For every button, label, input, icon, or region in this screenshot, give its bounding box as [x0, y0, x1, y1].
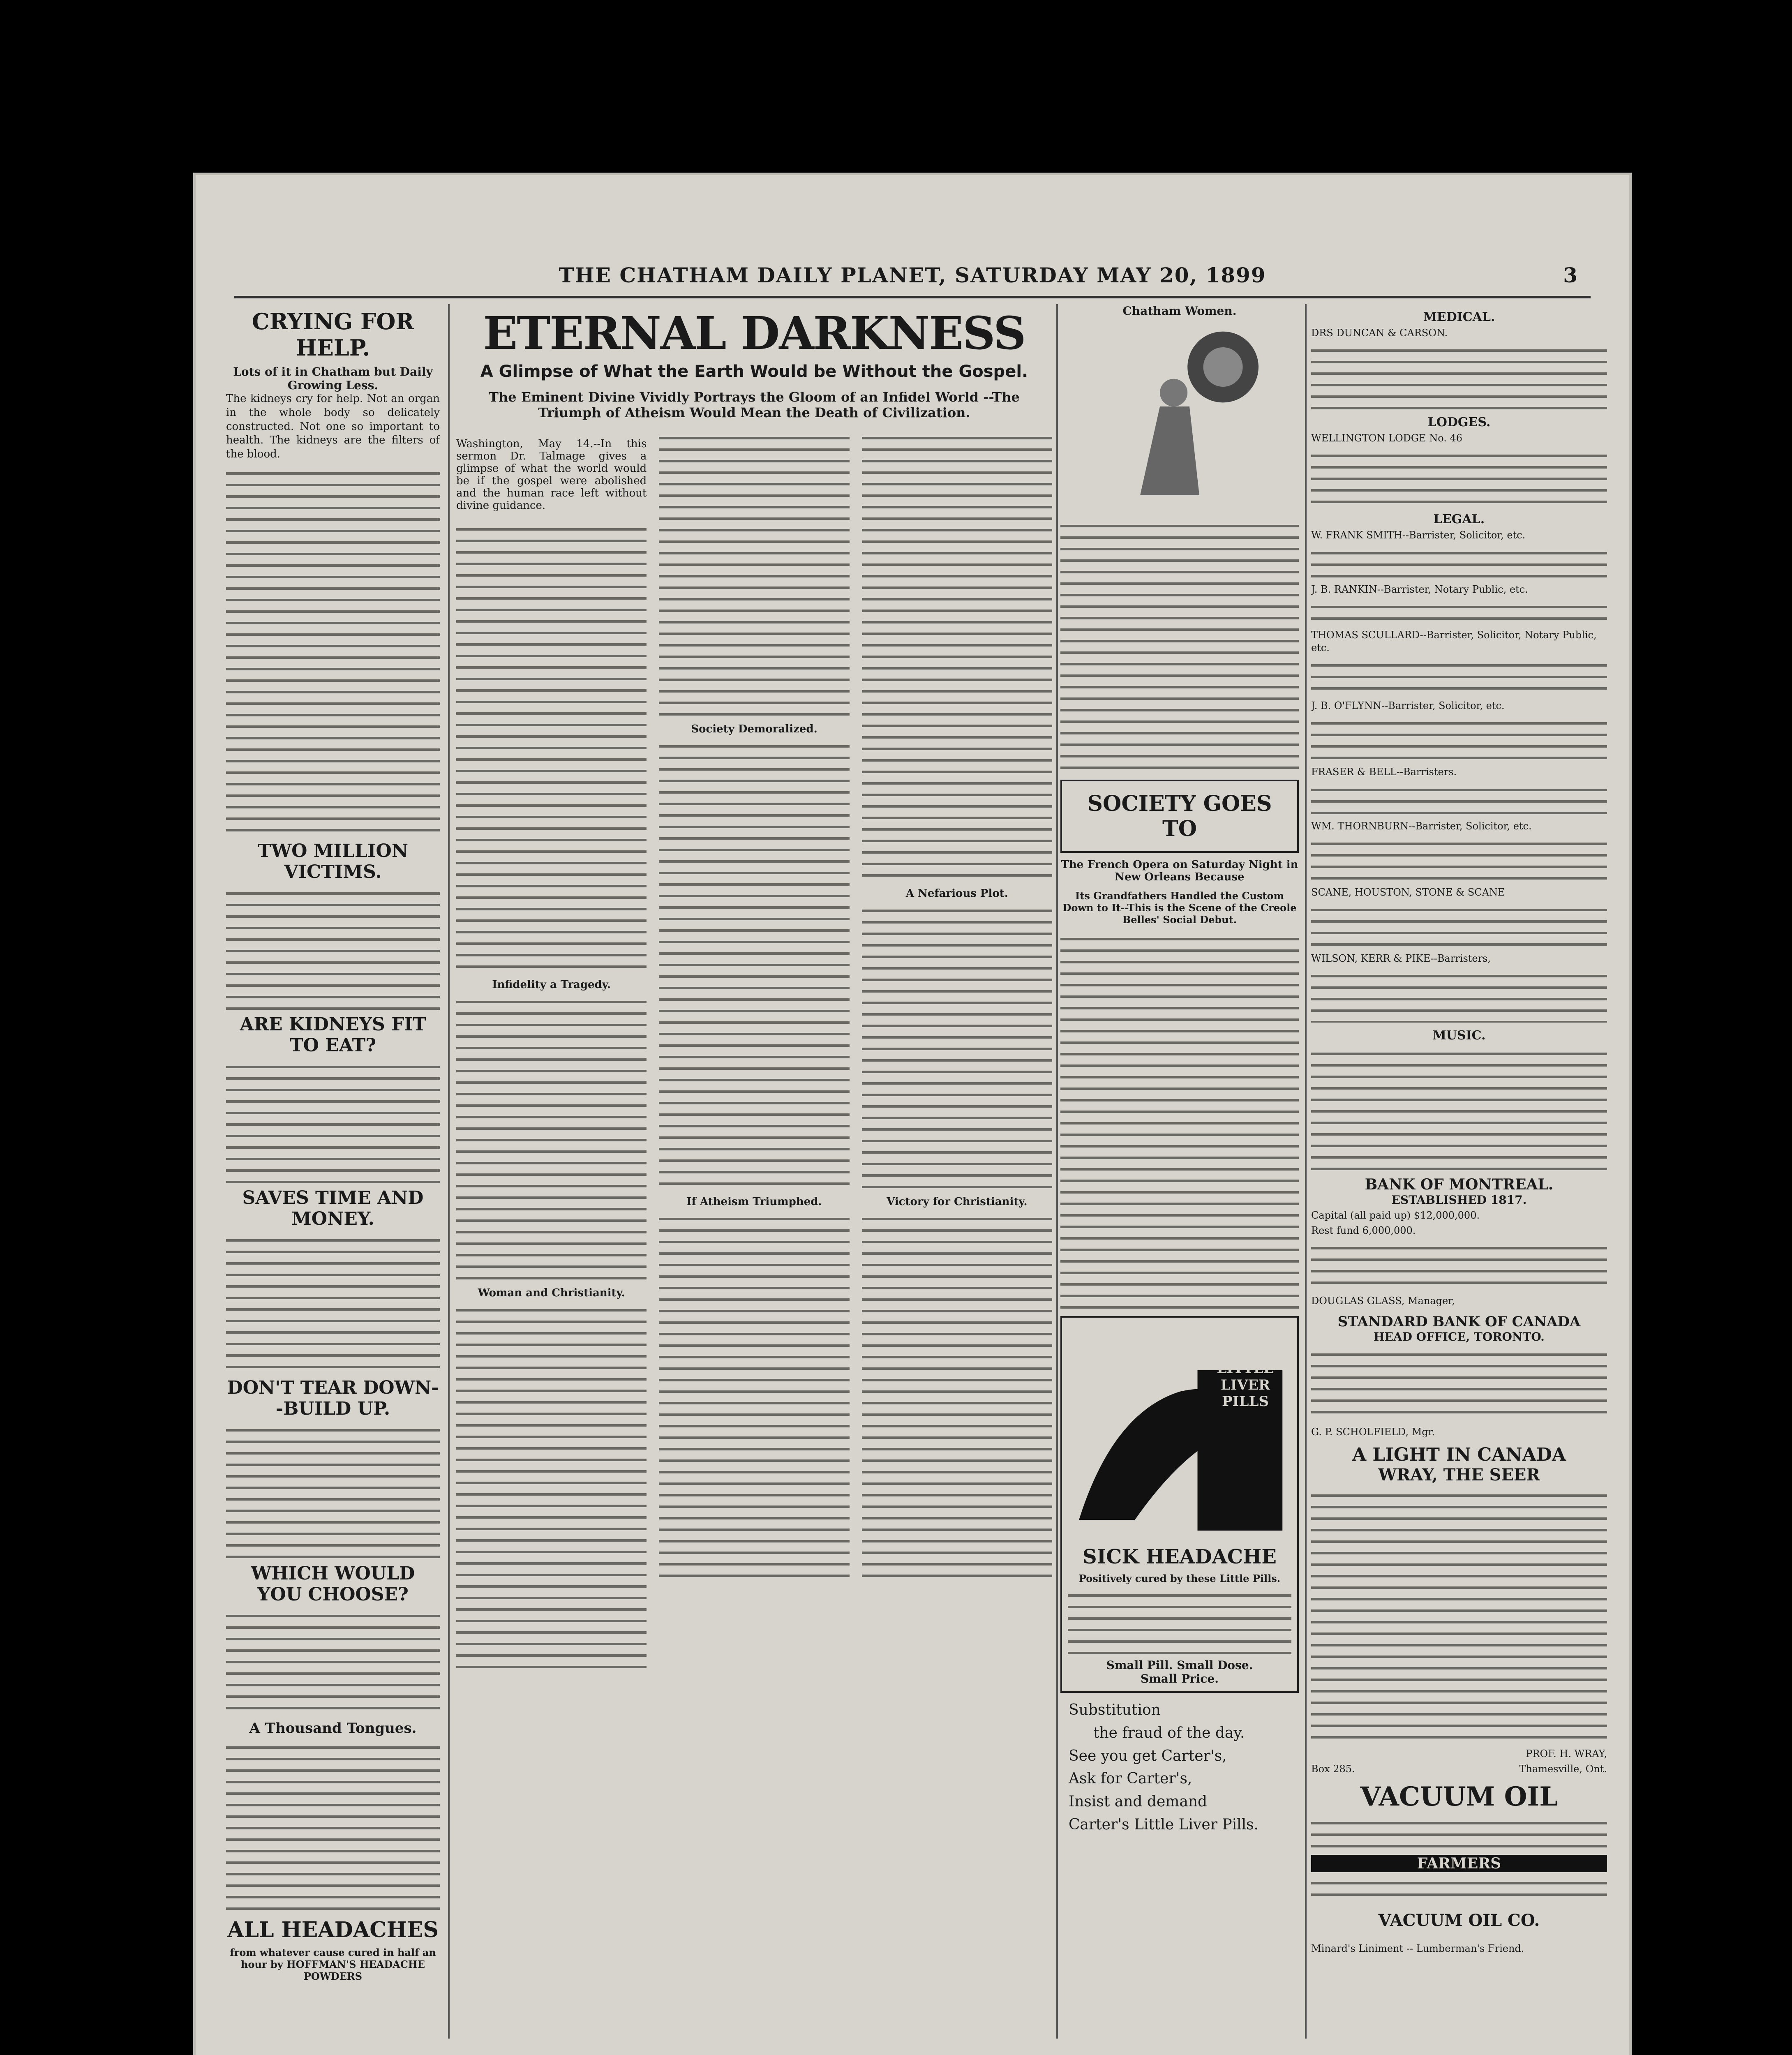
directory-body — [1311, 449, 1607, 506]
subst-line-6: Carter's Little Liver Pills. — [1069, 1816, 1259, 1833]
article-body — [1060, 519, 1299, 774]
small-pill: Small Pill. — [1106, 1658, 1173, 1672]
subhead-crying: Lots of it in Chatham but Daily Growing Less. — [233, 365, 433, 392]
ad-sub: Positively cured by these Little Pills. — [1078, 1572, 1281, 1584]
society-box — [1060, 780, 1299, 853]
substitution-ad — [1060, 1699, 1299, 1836]
ad-body — [1311, 1876, 1607, 1905]
article-body — [226, 1233, 440, 1373]
column-rule — [1305, 304, 1307, 2039]
footer-minards: Minard's Liniment -- Lumberman's Friend. — [1311, 1943, 1524, 1955]
standard-bank: STANDARD BANK OF CANADA — [1337, 1313, 1581, 1330]
carters-logo-1: CARTERS — [1207, 1344, 1284, 1360]
carters-logo-2: LITTLE — [1217, 1360, 1274, 1377]
column-rule — [1056, 304, 1058, 2039]
legal-7: SCANE, HOUSTON, STONE & SCANE — [1311, 886, 1505, 898]
carters-logo-3: LIVER — [1220, 1377, 1270, 1393]
legal-5: FRASER & BELL--Barristers. — [1311, 766, 1457, 778]
subhead-victory: Victory for Christianity. — [887, 1196, 1028, 1208]
medical-entry: DRS DUNCAN & CARSON. — [1311, 327, 1448, 339]
article-body — [226, 1741, 440, 1913]
article-body — [862, 431, 1052, 883]
headline-victims: TWO MILLION VICTIMS. — [257, 840, 409, 882]
caption-chatham-women: Chatham Women. — [1122, 304, 1237, 318]
subhead-plot: A Nefarious Plot. — [905, 887, 1008, 900]
headline-society: SOCIETY GOES TO — [1087, 791, 1272, 841]
wray-sign: PROF. H. WRAY, — [1526, 1748, 1607, 1759]
masthead-title: THE CHATHAM DAILY PLANET, SATURDAY MAY 20, 1899 — [559, 263, 1266, 287]
legal-3: THOMAS SCULLARD--Barrister, Solicitor, Notary Public, etc. — [1311, 629, 1597, 653]
small-price: Small Price. — [1140, 1672, 1219, 1686]
carters-ad — [1060, 1316, 1299, 1693]
article-body — [659, 1212, 849, 1582]
subst-line-1: Substitution — [1069, 1702, 1161, 1718]
bank-manager: DOUGLAS GLASS, Manager, — [1311, 1295, 1455, 1307]
headline-eternal-darkness: ETERNAL DARKNESS — [483, 307, 1025, 360]
article-body — [456, 995, 647, 1283]
headline-which: WHICH WOULD YOU CHOOSE? — [251, 1563, 415, 1605]
ad-headaches-title: ALL HEADACHES — [227, 1917, 439, 1942]
directory-body — [1311, 658, 1607, 695]
vacuum-co: VACUUM OIL CO. — [1378, 1911, 1540, 1930]
article-body — [1060, 932, 1299, 1310]
column-rule — [448, 304, 450, 2039]
directory-body — [1311, 969, 1607, 1023]
masthead — [234, 263, 1591, 298]
directory-body — [1311, 1241, 1607, 1291]
legal-4: J. B. O'FLYNN--Barrister, Solicitor, etc. — [1311, 700, 1505, 712]
directory-body — [1311, 783, 1607, 816]
bank-rest: Rest fund 6,000,000. — [1311, 1225, 1416, 1237]
lion-illustration — [1060, 318, 1299, 515]
subst-line-2: the fraud of the day. — [1093, 1724, 1245, 1741]
column-4 — [1311, 304, 1607, 2047]
headline-kidneys: ARE KIDNEYS FIT TO EAT? — [240, 1014, 426, 1056]
ad-body — [1311, 1816, 1607, 1849]
deck-eminent-divine: The Eminent Divine Vividly Portrays the Gloom of an Infidel World --The Triumph of Atheism Would Mean the Death of Civilization. — [489, 389, 1020, 420]
sick-headache: SICK HEADACHE — [1083, 1545, 1277, 1568]
deck-glimpse: A Glimpse of What the Earth Would be Without the Gospel. — [480, 362, 1028, 381]
light-canada-sub: WRAY, THE SEER — [1378, 1465, 1540, 1485]
bank-montreal: BANK OF MONTREAL. — [1365, 1176, 1554, 1194]
column-3 — [1060, 304, 1299, 2047]
subhead-woman: Woman and Christianity. — [478, 1287, 625, 1299]
bank-est: ESTABLISHED 1817. — [1391, 1193, 1527, 1207]
article-body — [456, 1303, 647, 1673]
article-body — [226, 1423, 440, 1559]
legal-1: W. FRANK SMITH--Barrister, Solicitor, etc. — [1311, 529, 1526, 541]
deck-society: The French Opera on Saturday Night in New Orleans Because — [1061, 859, 1298, 883]
crow-illustration — [1068, 1328, 1291, 1541]
legal-6: WM. THORNBURN--Barrister, Solicitor, etc. — [1311, 820, 1532, 832]
headline-tear-down: DON'T TEAR DOWN--BUILD UP. — [227, 1377, 439, 1419]
small-dose: Small Dose. — [1177, 1658, 1253, 1672]
article-body — [226, 1609, 440, 1716]
newspaper-page — [193, 173, 1632, 2055]
directory-body — [1311, 1047, 1607, 1170]
wray-box: Box 285. — [1311, 1763, 1355, 1775]
section-music: MUSIC. — [1432, 1028, 1486, 1043]
column-2 — [456, 304, 1052, 2047]
headline-saves: SAVES TIME AND MONEY. — [242, 1187, 424, 1229]
article-body — [226, 466, 440, 836]
legal-2: J. B. RANKIN--Barrister, Notary Public, etc. — [1311, 583, 1528, 595]
subhead-society: Society Demoralized. — [691, 723, 817, 735]
standard-bank-office: HEAD OFFICE, TORONTO. — [1374, 1330, 1545, 1344]
directory-body — [1311, 600, 1607, 625]
directory-body — [1311, 903, 1607, 948]
article-text: The kidneys cry for help. Not an organ in the whole body so delicately constructed. Not one so important to health. The kidneys are the filters of the blood. — [226, 393, 440, 461]
lodge-entry: WELLINGTON LODGE No. 46 — [1311, 432, 1463, 444]
subhead-infidelity: Infidelity a Tragedy. — [492, 979, 611, 991]
directory-body — [1311, 716, 1607, 762]
vacuum-oil-head: VACUUM OIL — [1360, 1781, 1558, 1813]
directory-body — [1311, 837, 1607, 882]
deck-society-2: Its Grandfathers Handled the Custom Down to It--This is the Scene of the Creole Belles' Social Debut. — [1062, 890, 1297, 926]
ad-body — [1068, 1589, 1291, 1654]
section-legal: LEGAL. — [1433, 512, 1485, 527]
ad-headaches-sub: from whatever cause cured in half an hour by HOFFMAN'S HEADACHE POWDERS — [230, 1946, 436, 1982]
wray-town: Thamesville, Ont. — [1519, 1763, 1607, 1775]
headline-crying: CRYING FOR HELP. — [252, 308, 414, 361]
subst-line-3: See you get Carter's, — [1069, 1747, 1227, 1764]
article-body — [659, 431, 849, 719]
legal-8: WILSON, KERR & PIKE--Barristers, — [1311, 952, 1491, 964]
article-body — [226, 887, 440, 1010]
directory-body — [1311, 546, 1607, 579]
subst-line-4: Ask for Carter's, — [1069, 1770, 1192, 1787]
bank-capital: Capital (all paid up) $12,000,000. — [1311, 1210, 1480, 1221]
standard-bank-manager: G. P. SCHOLFIELD, Mgr. — [1311, 1426, 1435, 1438]
section-lodges: LODGES. — [1427, 415, 1491, 430]
subst-line-5: Insist and demand — [1069, 1793, 1208, 1810]
page-number: 3 — [1563, 263, 1578, 287]
light-canada-head: A LIGHT IN CANADA — [1352, 1444, 1566, 1465]
article-body — [456, 522, 647, 974]
article-body — [226, 1060, 440, 1183]
vacuum-farmers: FARMERS — [1311, 1855, 1607, 1872]
directory-body — [1311, 1489, 1607, 1743]
article-body — [659, 739, 849, 1191]
directory-body — [1311, 1348, 1607, 1422]
article-body — [862, 904, 1052, 1191]
carters-logo-4: PILLS — [1222, 1393, 1269, 1410]
section-medical: MEDICAL. — [1423, 310, 1495, 324]
headline-tongues: A Thousand Tongues. — [249, 1720, 417, 1736]
column-1 — [226, 304, 440, 2047]
dateline: Washington, May 14.--In this sermon Dr. Talmage gives a glimpse of what the world would be if the gospel were abolished and the human race left without divine guidance. — [456, 438, 647, 512]
article-body — [862, 1212, 1052, 1582]
subhead-atheism: If Atheism Triumphed. — [686, 1196, 822, 1208]
directory-body — [1311, 344, 1607, 409]
